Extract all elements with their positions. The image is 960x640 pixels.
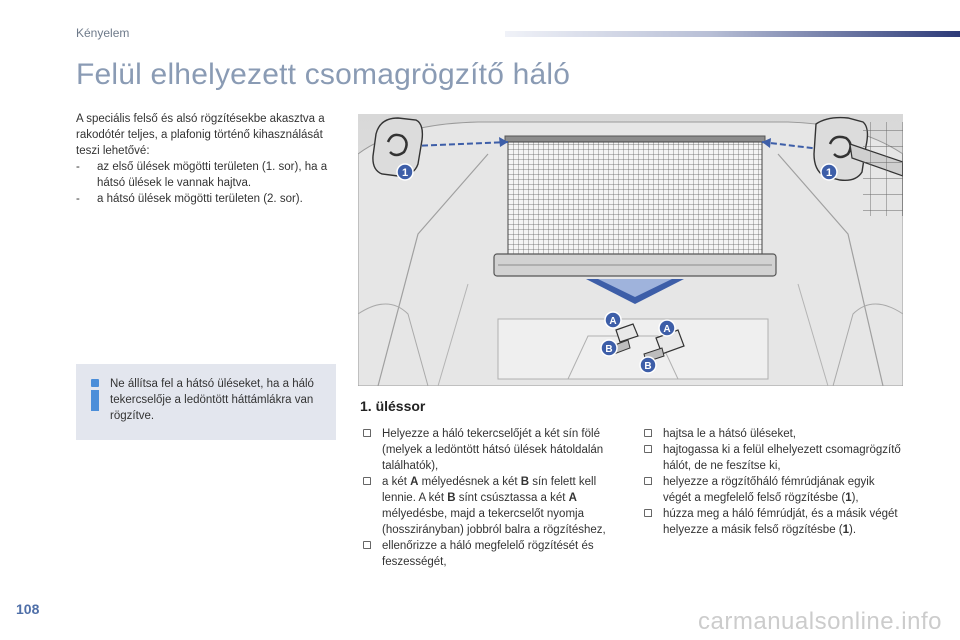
cargo-net-illustration (358, 114, 903, 386)
steps-column-2 (643, 426, 905, 538)
intro-list-item (76, 191, 341, 207)
checkbox-icon (363, 541, 371, 549)
badge-b-1: B (605, 344, 613, 355)
dash-marker: - (76, 161, 80, 173)
step-item (362, 474, 624, 538)
step-text: a két A mélyedésnek a két B sín felett kell lennie. A két B sínt csúsztassa a két A mélyedésbe, majd a tekercselőt nyomja (hosszirányban) jobbról balra a rögzítéshez, (382, 476, 606, 536)
intro-text: A speciális felső és alsó rögzítésekbe akasztva a rakodótér teljes, a plafonig történő kihasználását teszi lehetővé: (76, 113, 325, 157)
badge-a-2: A (663, 324, 671, 335)
intro-item-text: a hátsó ülések mögötti területen (2. sor). (97, 193, 303, 205)
watermark: carmanualsonline.info (698, 608, 942, 635)
intro-list (76, 159, 341, 207)
intro-item-text: az első ülések mögötti területen (1. sor), ha a hátsó ülések le vannak hajtva. (97, 161, 328, 189)
checkbox-icon (363, 429, 371, 437)
badge-b-2: B (644, 361, 652, 372)
section-heading: 1. üléssor (360, 398, 426, 414)
badge-1-right: 1 (825, 167, 833, 179)
page-title: Felül elhelyezett csomagrögzítő háló (76, 58, 571, 91)
step-text: hajtogassa ki a felül elhelyezett csomagrögzítő hálót, de ne feszítse ki, (663, 444, 901, 472)
page-number: 108 (16, 601, 40, 617)
steps-column-1 (362, 426, 624, 570)
intro-block (76, 111, 341, 207)
info-text: Ne állítsa fel a hátsó üléseket, ha a háló tekercselője a ledöntött háttámlákra van rögzítve. (110, 378, 314, 422)
info-box (76, 364, 336, 440)
step-item (643, 506, 905, 538)
step-item (362, 426, 624, 474)
checkbox-icon (644, 429, 652, 437)
step-text: hajtsa le a hátsó üléseket, (663, 428, 796, 440)
dash-marker: - (76, 193, 80, 205)
header-gradient-bar (505, 31, 960, 37)
intro-list-item (76, 159, 341, 191)
step-text: ellenőrizze a háló megfelelő rögzítését és feszességét, (382, 540, 594, 568)
checkbox-icon (644, 477, 652, 485)
section-label: Kényelem (76, 26, 130, 40)
step-text: helyezze a rögzítőháló fémrúdjának egyik végét a megfelelő felső rögzítésbe (1), (663, 476, 875, 504)
checkbox-icon (644, 509, 652, 517)
checkbox-icon (363, 477, 371, 485)
checkbox-icon (644, 445, 652, 453)
step-text: Helyezze a háló tekercselőjét a két sín fölé (melyek a ledöntött hátsó ülések hátoldalán találhatók), (382, 428, 604, 472)
info-icon (90, 379, 100, 411)
step-item (362, 538, 624, 570)
step-text: húzza meg a háló fémrúdját, és a másik végét helyezze a másik felső rögzítésbe (1). (663, 508, 898, 536)
step-item (643, 426, 905, 442)
badge-a-1: A (609, 316, 617, 327)
step-item (643, 474, 905, 506)
badge-1-left: 1 (401, 167, 409, 179)
step-item (643, 442, 905, 474)
